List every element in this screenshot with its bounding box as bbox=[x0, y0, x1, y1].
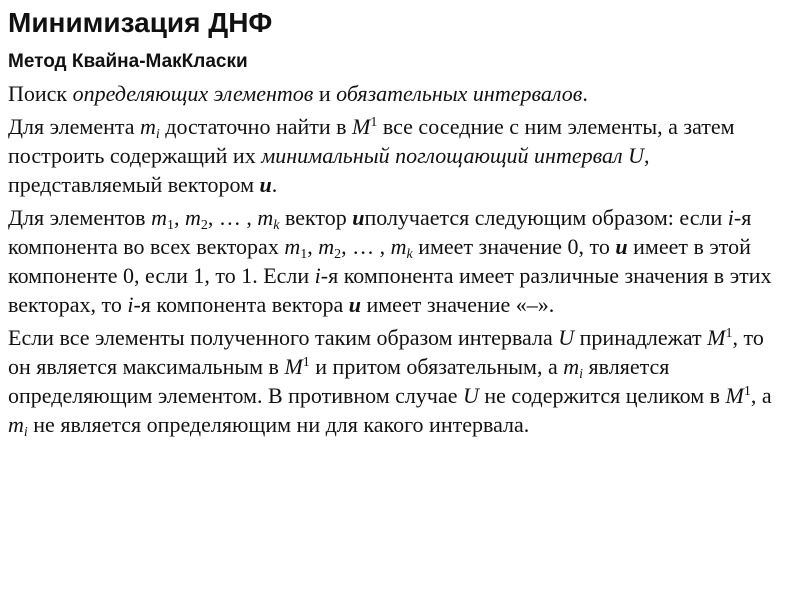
subscript: 1 bbox=[166, 218, 174, 233]
var-i: i bbox=[314, 263, 321, 288]
text-span: -я компонента во всех векторах bbox=[8, 205, 752, 259]
text-span: и bbox=[313, 81, 337, 106]
var-index: k bbox=[406, 247, 413, 262]
text-span: . bbox=[582, 81, 588, 106]
var-m: m bbox=[140, 114, 156, 139]
slide-title: Минимизация ДНФ bbox=[8, 7, 273, 38]
text-span: все соседние с ним элементы, а затем построить содержащий их bbox=[8, 114, 735, 168]
text-span: достаточно найти в bbox=[159, 114, 353, 139]
text-span: , … , bbox=[341, 234, 391, 259]
var-index: i bbox=[155, 127, 160, 142]
text-span: Поиск bbox=[8, 81, 73, 106]
text-span: Для элементов bbox=[8, 205, 152, 230]
text-span: -я компонента вектора bbox=[133, 292, 349, 317]
var-i: i bbox=[727, 205, 734, 230]
term-defining-elements: определяющих элементов bbox=[72, 81, 314, 106]
var-m: m bbox=[390, 234, 407, 259]
text-span: Для элемента bbox=[8, 114, 140, 139]
text-span: имеет в этой компоненте 0, если 1, то 1. Если bbox=[8, 234, 751, 288]
var-index: k bbox=[273, 218, 280, 233]
text-span: и притом обязательным, а bbox=[309, 354, 564, 379]
var-u: u bbox=[352, 205, 365, 230]
paragraph-conclusion bbox=[8, 323, 792, 439]
text-span: вектор bbox=[279, 205, 353, 230]
superscript: 1 bbox=[743, 384, 751, 399]
text-span: Если все элементы полученного таким образом интервала bbox=[8, 325, 559, 350]
text-span: является определяющим элементом. В противном случае bbox=[8, 354, 670, 408]
var-M: M bbox=[707, 325, 726, 350]
subscript: 2 bbox=[200, 218, 208, 233]
var-u: u bbox=[259, 172, 272, 197]
var-i: i bbox=[127, 292, 134, 317]
text-span: принадлежат bbox=[574, 325, 708, 350]
term-mandatory-intervals: обязательных интервалов bbox=[336, 81, 583, 106]
text-span: , то он является максимальным в bbox=[8, 325, 764, 379]
var-m: m bbox=[318, 234, 335, 259]
text-span: , … , bbox=[207, 205, 258, 230]
var-U: U bbox=[558, 325, 575, 350]
text-span: не является определяющим ни для какого интервала. bbox=[27, 412, 530, 437]
superscript: 1 bbox=[370, 115, 378, 130]
superscript: 1 bbox=[725, 326, 733, 341]
paragraph-element-mi bbox=[8, 112, 792, 199]
var-index: i bbox=[579, 367, 583, 382]
var-M: M bbox=[725, 383, 744, 408]
var-m: m bbox=[8, 412, 24, 437]
paragraph-search bbox=[8, 79, 792, 108]
var-m: m bbox=[563, 354, 580, 379]
text-span: получается следующим образом: если bbox=[364, 205, 728, 230]
var-u: u bbox=[615, 234, 628, 259]
var-M: M bbox=[284, 354, 303, 379]
text-span: , bbox=[173, 205, 185, 230]
text-span: . bbox=[271, 172, 278, 197]
text-span: не содержится целиком в bbox=[478, 383, 726, 408]
subscript: 2 bbox=[334, 247, 342, 262]
var-u: u bbox=[348, 292, 361, 317]
text-span: , bbox=[307, 234, 319, 259]
var-m: m bbox=[284, 234, 301, 259]
superscript: 1 bbox=[302, 355, 310, 370]
var-M: M bbox=[352, 114, 371, 139]
var-U: U bbox=[628, 143, 645, 168]
text-span: имеет значение «–». bbox=[360, 292, 555, 317]
subscript: 1 bbox=[300, 247, 308, 262]
var-m: m bbox=[151, 205, 167, 230]
paragraph-vector-u bbox=[8, 203, 792, 319]
var-m: m bbox=[184, 205, 201, 230]
text-span: , представляемый вектором bbox=[8, 143, 650, 197]
term-minimal-absorbing-interval: минимальный поглощающий интервал bbox=[261, 143, 623, 168]
slide-subtitle: Метод Квайна-МакКласки bbox=[8, 51, 248, 72]
var-m: m bbox=[257, 205, 274, 230]
var-index: i bbox=[23, 425, 28, 440]
text-span: -я компонента имеет различные значения в этих векторах, то bbox=[8, 263, 772, 317]
text-span: имеет значение 0, то bbox=[412, 234, 616, 259]
text-span: , а bbox=[750, 383, 772, 408]
var-U: U bbox=[463, 383, 479, 408]
